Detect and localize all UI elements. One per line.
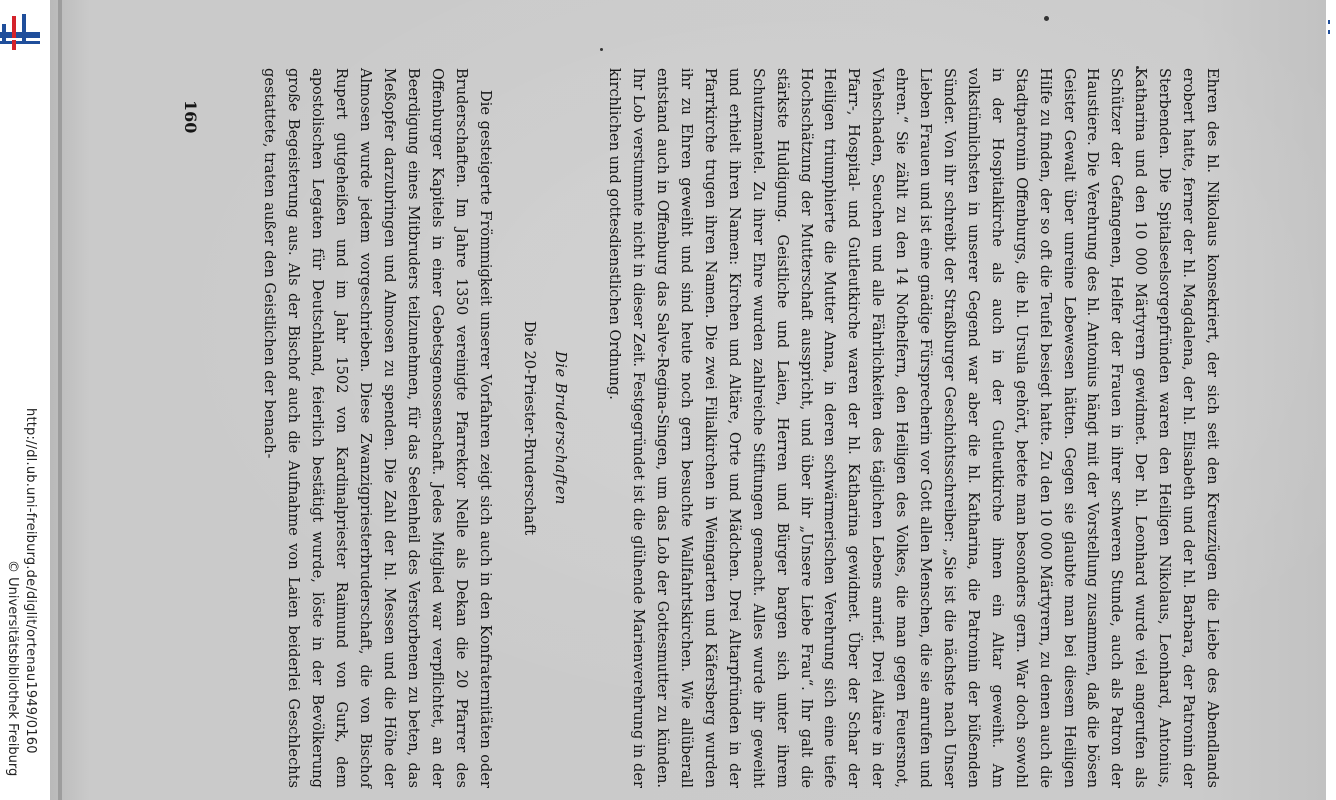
body-paragraph: Die gesteigerte Frömmigkeit unserer Vorfahren zeigt sich auch in den Konfraternitäten oder Bruderschaften. Im Jahre 1350 vereinigte Pfarrektor Nelle als Dekan die 20 Pfarrer des Offenburger Kapitels in einer Gebetsgenossenschaft. Jedes Mitglied war verpflichtet, an der Beerdigung eines Mitbruders teilzunehmen, für das Seelenheil des Verstorbenen zu beten, das Meßopfer darzubringen und Almosen zu spenden. Die Zahl der hl. Messen und die Höhe der Almosen wurde jedem vorgeschrieben. Diese Zwanzigpriesterbruderschaft, die von Bischof Rupert gutgeheißen und im Jahr 1502 von Kardinalpriester Raimund von Gurk, dem apostolischen Legaten für Deutschland, feierlich bestätigt wurde, löste in der Bevölkerung große Begeisterung aus. Als der Bischof auch die Aufnahme von Laien beiderlei Geschlechts gestattete, traten außer den Geistlichen der benach- bbox=[261, 68, 494, 788]
viewer-right-margin bbox=[1326, 0, 1336, 800]
scan-dust-spot bbox=[1044, 16, 1049, 21]
footer-copyright: © Universitätsbibliothek Freiburg bbox=[5, 560, 20, 777]
viewer-edge-marker-icon bbox=[1326, 0, 1336, 60]
ub-freiburg-logo-icon bbox=[0, 10, 40, 50]
section-heading: Die Bruderschaften bbox=[552, 351, 570, 505]
page-text-block bbox=[124, 68, 1224, 788]
page-number: 160 bbox=[181, 100, 200, 134]
body-paragraph: Ehren des hl. Nikolaus konsekriert, der sich seit den Kreuzzügen die Liebe des Abendlands erobert hatte, ferner der hl. Magdalena, der hl. Elisabeth und der hl. Barbara, der Patronin der Sterbenden. Die Spitalseelsorgepfründen waren den Heiligen Nikolaus, Leonhard, Antonius, Katharina und den 10 000 Märtyrern gewidmet. Der hl. Leonhard wurde viel angerufen als Schützer der Gefangenen, Helfer der Frauen in ihrer schweren Stunde, auch als Patron der Haustiere. Die Verehrung des hl. Antonius hängt mit der Vorstellung zusammen, daß die bösen Geister Gewalt über unreine Lebewesen hätten. Gegen sie glaubte man bei diesem Heiligen Hilfe zu finden, der so oft die Teufel besiegt hatte. Zu den 10 000 Märtyrern, zu denen auch die Stadtpatronin Offenburgs, die hl. Ursula gehört, betete man besonders gern. War doch sowohl in der Hospitalkirche als auch in der Gutleutkirche ihnen ein Altar geweiht. Am volkstümlichsten in unserer Gegend war aber die hl. Katharina, die Patronin der büßenden Sünder. Von ihr schreibt der Straßburger Geschichtsschreiber: „Sie ist die nächste nach Unser Lieben Frauen und ist eine gnädige Fürsprecherin vor Gott allen Menschen, die sie anrufen und ehren.“ Sie zählt zu den 14 Nothelfern, den Heiligen des Volkes, die man gegen Feuersnot, Viehschaden, Seuchen und alle Fährlichkeiten des täglichen Lebens anrief. Drei Altäre in der Pfarr-, Hospital- und Gutleutkirche waren der hl. Katharina gewidmet. Über der Schar der Heiligen triumphierte die Mutter Anna, in deren schwärmerischen Verehrung sich eine tiefe Hochschätzung der Mutterschaft ausspricht, und über ihr „Unsere Liebe Frau“. Ihr galt die stärkste Huldigung. Geistliche und Laien, Herren und Bürger bargen sich unter ihrem Schutzmantel. Zu ihrer Ehre wurden zahlreiche Stiftungen gemacht. Alles wurde ihr geweiht und erhielt ihren Namen: Kirchen und Altäre, Orte und Mädchen. Drei Altarpfründen in der Pfarrkirche trugen ihren Namen. Die zwei Filialkirchen in Weingarten und Käfersberg wurden ihr zu Ehren geweiht und sind heute noch gern besuchte Wallfahrtskirchen. Wie allüberall entstand auch in Offenburg das Salve-Regina-Singen, um das Lob der Gottesmutter zu künden. Ihr Lob verstummte nicht in dieser Zeit. Festgegründet ist die glühende Marienverehrung in der kirchlichen und gottesdienstlichen Ordnung. bbox=[606, 68, 1221, 788]
footer-url-link[interactable]: http://dl.ub.uni-freiburg.de/diglit/ortenau1949/0160 bbox=[23, 408, 38, 754]
subsection-heading: Die 20-Priester-Bruderschaft bbox=[520, 320, 538, 536]
page-edge-shadow bbox=[58, 0, 62, 800]
viewer-margin-strip bbox=[0, 0, 50, 800]
scan-dust-spot bbox=[600, 48, 603, 51]
